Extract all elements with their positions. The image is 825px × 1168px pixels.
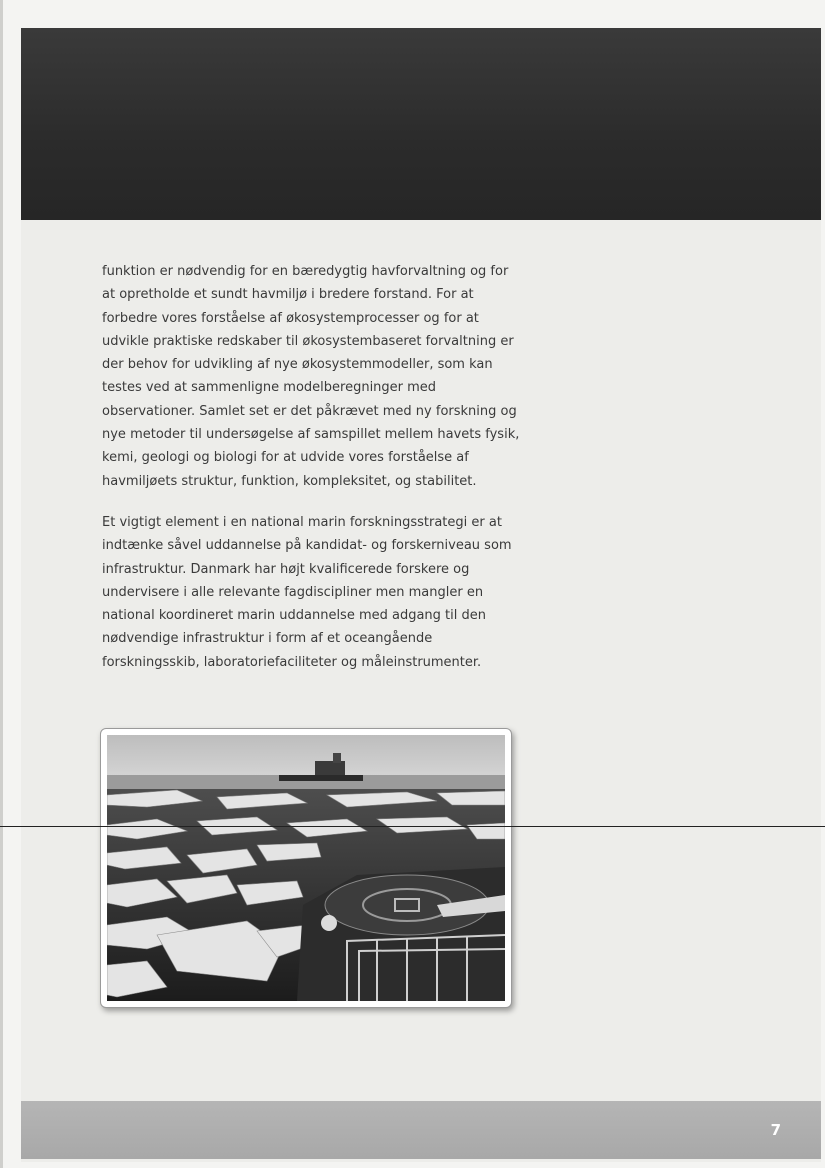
paragraph-2: Et vigtigt element i en national marin forskningsstrategi er at indtænke såvel uddannelse på kandidat- og forskerniveau som infrastruktur. Danmark har højt kvalificerede forskere og undervisere i alle relevante fagdiscipliner men mangler en national koordineret marin uddannelse med adgang til den nødvendige infrastruktur i form af et oceangående forskningsskib, laboratoriefaciliteter og måleinstrumenter. xyxy=(102,515,512,670)
scan-edge xyxy=(0,0,3,1168)
page-number: 7 xyxy=(770,1121,781,1139)
footer-band xyxy=(21,1101,821,1159)
icebreaker-photo xyxy=(100,728,512,1008)
scan-cut-line xyxy=(0,826,825,827)
paragraph-1: funktion er nødvendig for en bæredygtig havforvaltning og for at opretholde et sundt havmiljø i bredere forstand. For at forbedre vores forståelse af økosystemprocesser og for at udvikle praktiske redskaber til økosystembaseret forvaltning er der behov for udvikling af nye økosystemmodeller, som kan testes ved at sammenligne modelberegninger med observationer. Samlet set er det påkrævet med ny forskning og nye metoder til undersøgelse af samspillet mellem havets fysik, kemi, geologi og biologi for at udvide vores forståelse af havmiljøets struktur, funktion, kompleksitet, og stabilitet. xyxy=(102,264,520,489)
icebreaker-photo-image xyxy=(107,735,505,1001)
header-band xyxy=(21,28,821,220)
